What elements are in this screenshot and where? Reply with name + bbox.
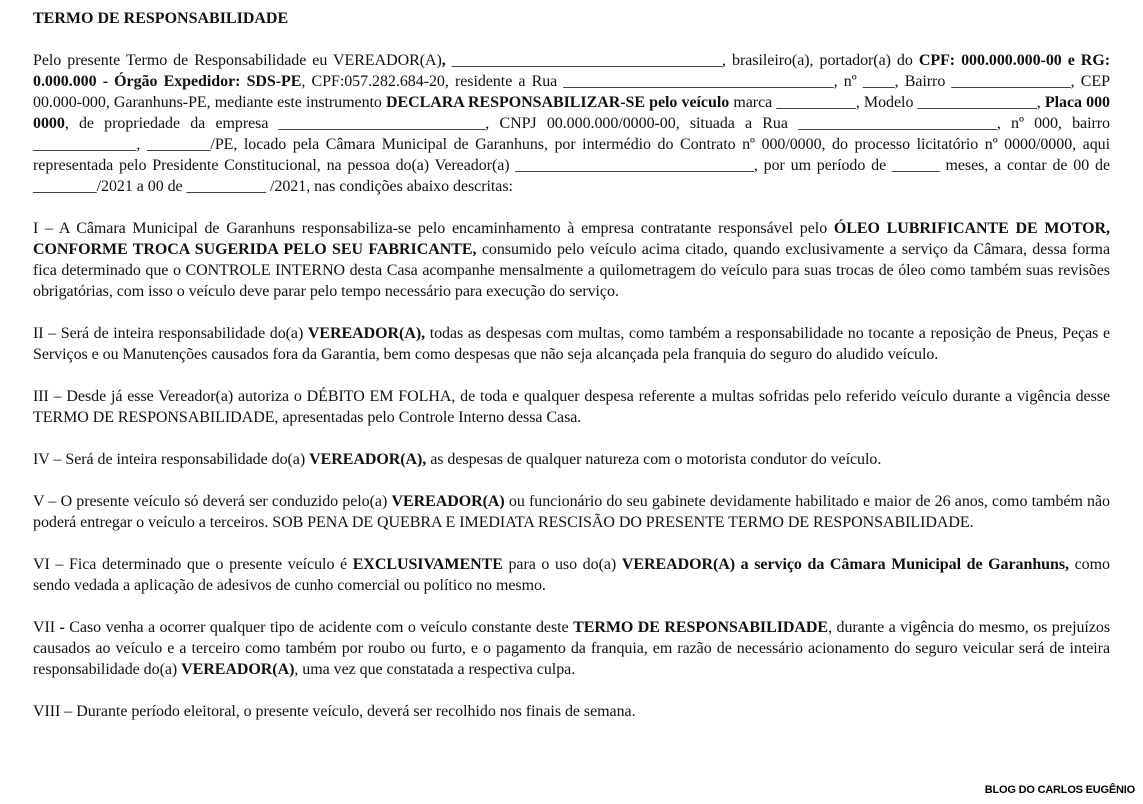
text-run: VII	[33, 619, 60, 636]
clause-paragraph	[33, 491, 1110, 533]
text-run: , de propriedade da empresa __________________________, CNPJ 00.000.000/0000-00, situada a Rua _________________________, nº 000, bairro _____________, ________/PE, locado pela Câmara Municipal de Garanhuns, por intermédio do Contrato nº 000/0000, do processo licitatório nº 0000/0000, aqui representada pelo Presidente Constitucional, na pessoa do(a) Vereador(a) ______________________________, por um período de ______ meses, a contar de 00 de ________/2021 a 00 de __________ /2021, nas condições abaixo descritas:	[33, 115, 1110, 195]
text-run: , CPF:057.282.684-20, residente a Rua __________________________________, nº ____, Bairro _______________, CEP 00.000-000, Garanhuns-PE, mediante este instrumento	[33, 73, 1110, 111]
text-run: V – O presente veículo só deverá ser conduzido pelo(a)	[33, 493, 392, 510]
clauses-list	[33, 218, 1110, 722]
bold-text-run: VEREADOR(A) a serviço da Câmara Municipal de Garanhuns,	[621, 556, 1069, 573]
bold-text-run: VEREADOR(A)	[181, 661, 295, 678]
text-run: todas as despesas com multas, como também a responsabilidade no tocante a reposição de Pneus, Peças e Serviços e ou Manutenções causados fora da Garantia, bem como despesas que não seja alcançada pela franquia do seguro do aludido veículo.	[33, 325, 1110, 363]
bold-text-run: DECLARA RESPONSABILIZAR-SE pelo veículo	[386, 94, 730, 111]
text-run: , uma vez que constatada a respectiva culpa.	[294, 661, 576, 678]
bold-text-run: Placa 000 0000	[33, 94, 1110, 132]
text-run: Caso venha a ocorrer qualquer tipo de acidente com o veículo constante deste	[64, 619, 574, 636]
bold-text-run: -	[59, 619, 65, 636]
clause-paragraph	[33, 701, 1110, 722]
bold-text-run: ,	[441, 52, 452, 69]
text-run: para o uso do(a)	[502, 556, 622, 573]
document	[33, 8, 1110, 722]
bold-text-run: VEREADOR(A)	[391, 493, 505, 510]
text-run: __________________________________, brasileiro(a), portador(a) do	[451, 52, 919, 69]
text-run: II – Será de inteira responsabilidade do(a)	[33, 325, 308, 342]
text-run: as despesas de qualquer natureza com o motorista condutor do veículo.	[426, 451, 882, 468]
text-run: I – A Câmara Municipal de Garanhuns responsabiliza-se pelo encaminhamento à empresa contratante responsável pelo	[33, 220, 834, 237]
bold-text-run: VEREADOR(A),	[307, 325, 426, 342]
text-run: marca __________, Modelo _______________,	[729, 94, 1045, 111]
text-run: Pelo presente Termo de Responsabilidade eu VEREADOR(A)	[33, 52, 442, 69]
text-run: III – Desde já esse Vereador(a) autoriza o DÉBITO EM FOLHA, de toda e qualquer despesa referente a multas sofridas pelo referido veículo durante a vigência desse TERMO DE RESPONSABILIDADE, apresentadas pelo Controle Interno dessa Casa.	[33, 388, 1110, 426]
bold-text-run: TERMO DE RESPONSABILIDADE	[573, 619, 829, 636]
bold-text-run: ÓLEO LUBRIFICANTE DE MOTOR, CONFORME TROCA SUGERIDA PELO SEU FABRICANTE,	[33, 220, 1111, 258]
clause-paragraph	[33, 449, 1110, 470]
text-run: IV – Será de inteira responsabilidade do(a)	[33, 451, 310, 468]
text-run: ou funcionário do seu gabinete devidamente habilitado e maior de 26 anos, como também não poderá entregar o veículo a terceiros. SOB PENA DE QUEBRA E IMEDIATA RESCISÃO DO PRESENTE TERMO DE RESPONSABILIDADE.	[33, 493, 1110, 531]
clause-paragraph	[33, 617, 1110, 680]
text-run: consumido pelo veículo acima citado, quando exclusivamente a serviço da Câmara, dessa forma fica determinado que o CONTROLE INTERNO desta Casa acompanhe mensalmente a quilometragem do veículo para suas trocas de óleo como também suas revisões obrigatórias, com isso o veículo deve parar pelo tempo necessário para execução do serviço.	[33, 241, 1110, 300]
text-run: VI – Fica determinado que o presente veículo é	[33, 556, 353, 573]
clause-paragraph	[33, 554, 1110, 596]
text-run: VIII – Durante período eleitoral, o presente veículo, deverá ser recolhido nos finais de semana.	[33, 703, 636, 720]
intro-paragraph	[33, 50, 1110, 197]
bold-text-run: CPF: 000.000.000-00 e RG: 0.000.000 - Órgão Expedidor: SDS-PE	[33, 52, 1110, 90]
clause-paragraph	[33, 386, 1110, 428]
blog-watermark: BLOG DO CARLOS EUGÊNIO	[984, 784, 1135, 796]
clause-paragraph	[33, 218, 1110, 302]
document-title: TERMO DE RESPONSABILIDADE	[33, 10, 289, 27]
bold-text-run: VEREADOR(A),	[309, 451, 427, 468]
bold-text-run: EXCLUSIVAMENTE	[352, 556, 503, 573]
text-run: como sendo vedada a aplicação de adesivos de cunho comercial ou político no mesmo.	[33, 556, 1110, 594]
clause-paragraph	[33, 323, 1110, 365]
text-run: , durante a vigência do mesmo, os prejuízos causados ao veículo e a terceiro como também por roubo ou furto, e o pagamento da franquia, em razão de necessário acionamento do seguro veicular será de inteira responsabilidade do(a)	[33, 619, 1111, 678]
